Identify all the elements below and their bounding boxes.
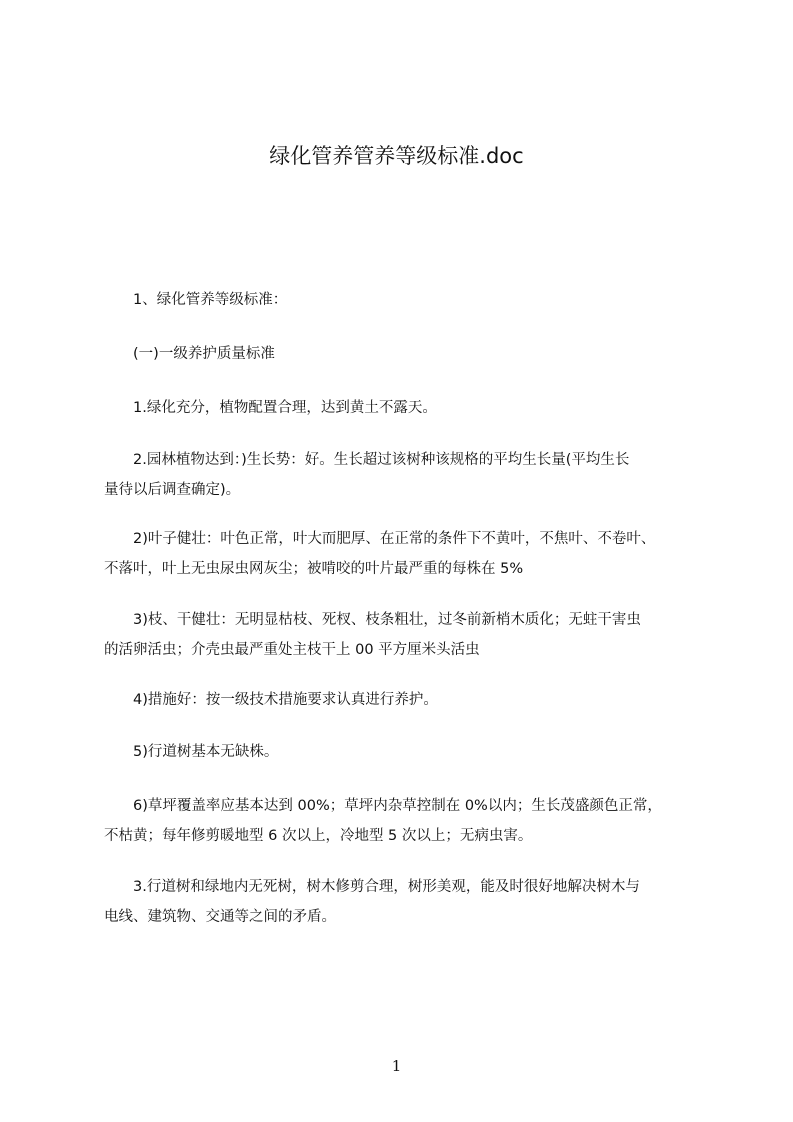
- paragraph-1: [104, 285, 704, 315]
- paragraph-line: 量待以后调查确定)。: [104, 482, 241, 498]
- paragraph-line: (一)一级养护质量标准: [104, 346, 275, 362]
- paragraph-line: 6)草坪覆盖率应基本达到 00%；草坪内杂草控制在 0%以内；生长茂盛颜色正常，: [104, 798, 662, 814]
- page-number: 1: [391, 1057, 402, 1075]
- paragraph-3: [104, 393, 704, 423]
- paragraph-9: [104, 791, 704, 851]
- paragraph-line: 3.行道树和绿地内无死树，树木修剪合理，树形美观，能及时很好地解决树木与: [104, 879, 640, 895]
- paragraph-line: 3)枝、干健壮：无明显枯枝、死杈、枝条粗壮，过冬前新梢木质化；无蛀干害虫: [104, 612, 641, 628]
- paragraph-7: [104, 685, 704, 715]
- paragraph-line: 5)行道树基本无缺株。: [104, 744, 279, 760]
- paragraph-5: [104, 524, 704, 584]
- paragraph-6: [104, 605, 704, 665]
- paragraph-line: 1.绿化充分，植物配置合理，达到黄土不露天。: [104, 400, 437, 416]
- paragraph-line: 2)叶子健壮：叶色正常，叶大而肥厚、在正常的条件下不黄叶，不焦叶、不卷叶、: [104, 531, 656, 547]
- paragraph-line: 不落叶，叶上无虫尿虫网灰尘；被啃咬的叶片最严重的每株在 5%: [104, 561, 524, 577]
- paragraph-10: [104, 872, 704, 932]
- paragraph-line: 的活卵活虫；介壳虫最严重处主枝干上 00 平方厘米头活虫: [104, 642, 480, 658]
- paragraph-2: [104, 339, 704, 369]
- paragraph-line: 不枯黄；每年修剪暖地型 6 次以上，冷地型 5 次以上；无病虫害。: [104, 828, 533, 844]
- paragraph-line: 电线、建筑物、交通等之间的矛盾。: [104, 909, 336, 925]
- document-title: 绿化管养管养等级标准.doc: [269, 144, 524, 168]
- paragraph-line: 4)措施好：按一级技术措施要求认真进行养护。: [104, 692, 438, 708]
- paragraph-4: [104, 445, 704, 505]
- paragraph-8: [104, 737, 704, 767]
- paragraph-line: 1、绿化管养等级标准：: [104, 292, 288, 308]
- paragraph-line: 2.园林植物达到：)生长势：好。生长超过该树种该规格的平均生长量(平均生长: [104, 452, 630, 468]
